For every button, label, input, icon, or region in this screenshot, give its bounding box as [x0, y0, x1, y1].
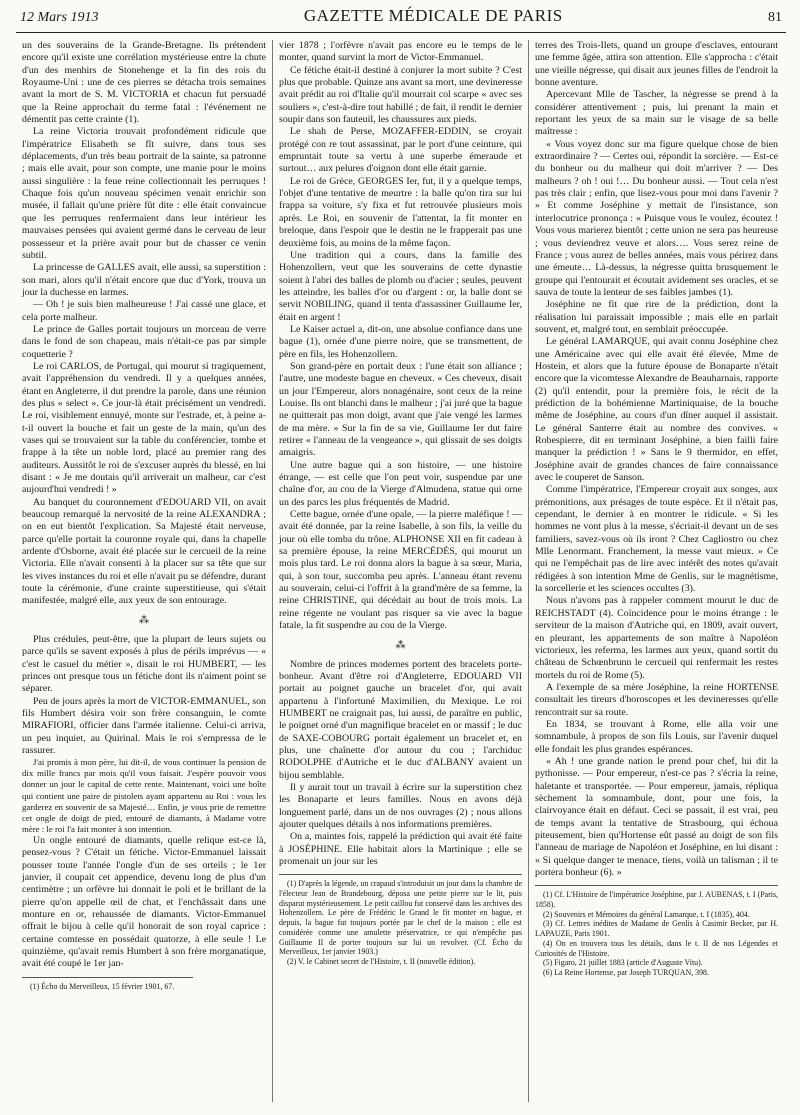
issue-date: 12 Mars 1913 — [20, 10, 99, 25]
paragraph: On a, maintes fois, rappelé la prédiction qui avait été faite à JOSÉPHINE. Elle habitait alors la Martinique ; elle se promenait un jour sur les — [279, 831, 522, 867]
footnote: (4) On en trouvera tous les détails, dans le t. II de nos Légendes et Curiosités de l'Histoire. — [535, 938, 778, 958]
paragraph: La reine Victoria trouvait profondément ridicule que l'impératrice Elisabeth se fît suivre, dans tous ses déplacements, d'un très beau portrait de la sainte, sa patronne ; mais elle avait, pour son compte, une manie pour le moins aussi singulière : la feue reine collectionnait les perruques ! Chaque fois qu'un nouveau spécimen venait enrichir son musée, il fallait qu'une prière fût dite : elle était convaincue que les perruques renfermaient dans leur intérieur les mauvaises pensées qui avaient germé dans le cerveau de leur possesseur et la prière avait pour but de chasser ce venin subtil. — [22, 126, 266, 261]
paragraph: Le roi CARLOS, de Portugal, qui mourut si tragiquement, avait l'appréhension du vendredi. Il y a quelques années, étant en Angleterre, il dut prendre la parole, dans une réunion des plus « select ». Ce jour-là était précisément un vendredi. Le roi, visiblement ennuyé, monte sur l'estrade, et, à peine a-t-il ouvert la bouche et fait un geste de la main, qu'un des vases qui se trouvaient sur la table du conférencier, tombe et frappe à la tête un noble lord, placé au premier rang des auditeurs. Aussitôt le roi de s'excuser auprès du blessé, en lui disant : « Je me doutais qu'il arriverait un malheur, car c'est aujourd'hui vendredi ! » — [22, 360, 266, 496]
paragraph: Comme l'impératrice, l'Empereur croyait aux songes, aux prémonitions, aux présages de toute espèce. Et il n'était pas, cependant, le dernier à en montrer le ridicule. « Si les hommes ne vont plus à la messe, s'écriait-il devant un de ses familiers, savez-vous où ils iront ? Chez Cagliostro ou chez Mlle Lenormant. Franchement, la messe vaut mieux. » Ce qui ne l'empêchait pas de lire avec intérêt des notes qu'avait rédigées à son intention Mme de Genlis, sur le magnétisme, la sorcellerie et les sciences occultes (3). — [535, 484, 778, 595]
publication-title: GAZETTE MÉDICALE DE PARIS — [303, 6, 563, 25]
column-1 — [16, 40, 272, 1102]
paragraph: — Oh ! je suis bien malheureuse ! J'ai cassé une glace, et cela porte malheur. — [22, 299, 266, 323]
paragraph: Au banquet du couronnement d'EDOUARD VII, on avait beaucoup remarqué la nervosité de la reine ALEXANDRA ; on en eut bientôt l'explication. Sa Majesté était nerveuse, parce qu'elle portait la couronne royale qui, dans la chapelle ardente d'Osborne, avait été placée sur le cercueil de la reine Victoria. Elle n'avait consenti à la placer sur sa tête que sur les vives instances du roi et elle n'avait pu se défendre, durant toute la cérémonie, d'une crainte superstitieuse, qui s'était manifestée, malgré elle, aux yeux de son entourage. — [22, 496, 266, 607]
paragraph: Le roi de Grèce, GEORGES Ier, fut, il y a quelque temps, l'objet d'une tentative de meurtre : la balle qu'on tira sur lui frappa sa voiture, s'y fixa et fut retrouvée plusieurs mois après. Le Roi, en souvenir de l'attentat, la fit monter en breloque, dans l'espoir que le destin ne le frapperait pas une deuxième fois, au moins de la même façon. — [279, 175, 522, 249]
paragraph: Nombre de princes modernes portent des bracelets porte-bonheur. Avant d'être roi d'Angleterre, EDOUARD VII portait au poignet gauche un bracelet d'or, qui avait appartenu à l'infortuné Maximilien, du Mexique. Le roi HUMBERT ne craignait pas, lui aussi, de paraître en public, le poignet orné d'un magnifique bracelet en or massif ; le duc de SAXE-COBOURG portait également un bracelet et, en plus, une chaînette d'or autour du cou ; l'archiduc RODOLPHE d'Autriche et le duc d'ALBANY avaient un bijou semblable. — [279, 658, 522, 781]
newspaper-page — [16, 6, 786, 1106]
page-number: 81 — [768, 10, 782, 25]
paragraph: Il y aurait tout un travail à écrire sur la superstition chez les Bonaparte et leurs familles. Nous en avons déjà longuement parlé, dans un de nos ouvrages (2) ; nous allons ajouter quelques détails à nos informations premières. — [279, 781, 522, 830]
page-header — [16, 6, 786, 33]
paragraph: Cette bague, ornée d'une opale, — la pierre maléfique ! — avait été donnée, par la reine Isabelle, à son fils, la veille du jour où elle tomba du trône. ALPHONSE XII en fit cadeau à sa première épouse, la reine MERCÉDÈS, qui mourut un mois plus tard. Le roi donna alors la bague à sa sœur, Maria, qui, à son tour, succomba peu après. L'anneau étant revenu au souverain, celui-ci l'offrit à la grand'mère de sa femme, la reine CHRISTINE, qui décédait au bout de trois mois. La reine régente ne voulant pas risquer sa vie avec la bague fatale, la fit suspendre au cou de la Vierge. — [279, 509, 522, 632]
footnote: (2) V. le Cabinet secret de l'Histoire, t. II (nouvelle édition). — [287, 956, 476, 966]
paragraph: terres des Trois-Ilets, quand un groupe d'esclaves, entourant une femme âgée, attira son attention. Elle s'approcha : c'était une vieille négresse, qui disait aux jeunes filles de l'endroit la bonne aventure. — [535, 40, 778, 89]
paragraph: La princesse de GALLES avait, elle aussi, sa superstition : son mari, alors qu'il n'était encore que duc d'York, trouva un jour la duchesse en larmes. — [22, 262, 266, 298]
footnotes — [279, 874, 522, 966]
paragraph: Le shah de Perse, MOZAFFER-EDDIN, se croyait protégé con re tout assassinat, par le port d'une ceinture, qui empruntait toute sa vertu à une superbe émeraude et surtout… aux pelures d'oignon dont elle était garnie. — [279, 126, 522, 175]
paragraph: Une tradition qui a cours, dans la famille des Hohenzollern, veut que les souverains de cette dynastie soient à l'abri des balles de plomb ou d'acier ; seules, peuvent les atteindre, les balles d'or ou d'argent : or, la balle dont se servit NOBILING, quand il tenta d'assassiner Guillaume Ier, était en argent ! — [279, 249, 522, 323]
footnote: (3) Cf. Lettres inédites de Madame de Genlis à Casimir Becker, par H. LAPAUZE, Paris 1901. — [535, 919, 778, 939]
article-columns — [16, 40, 786, 1102]
column-3 — [528, 40, 784, 1102]
paragraph: Le prince de Galles portait toujours un morceau de verre dans le fond de son chapeau, mais n'était-ce pas par simple coquetterie ? — [22, 323, 266, 360]
paragraph: Un ongle entouré de diamants, quelle relique est-ce là, pensez-vous ? C'était un fétiche. Victor-Emmanuel laissait pousser toute l'année l'ongle d'un de ses orteils ; le 1er janvier, il coupait cet appendice, devenu long de plus d'un centimètre ; un orfèvre lui donnait le poli et le brillant de la pierre qu'on appelle œil de chat, et l'enchâssait dans une monture en or, rehaussée de diamants. Victor-Emmanuel offrait le bijou à celle qu'il honorait de son royal caprice : certaine comtesse en possédait quatorze, à elle seule ! Le quinzième, qu'avait remis Humbert à son frère morganatique, avait été coupé le 1er jan- — [22, 834, 266, 970]
paragraph: Joséphine ne fit que rire de la prédiction, dont la réalisation lui paraissait impossible ; mais elle en parlait souvent, et, malgré tout, en semblait préoccupée. — [535, 299, 778, 335]
footnote: (1) D'après la légende, un crapaud s'introduisit un jour dans la chambre de l'électeur Jean de Brandebourg, déposa une petite pierre sur le lit, puis disparut mystérieusement. Le petit caillou fut conservé dans les archives des Hohenzollern. Le père de Frédéric le Grand le fit monter en bague, et depuis, la bague fut toujours portée par le chef de la maison ; elle est considérée comme une amulette préservatrice, ce qui n'empêche pas Guillaume II de porter toujours sur lui un revolver. (Cf. Écho du Merveilleux, 1er janvier 1903.) — [279, 879, 522, 957]
paragraph: un des souverains de la Grande-Bretagne. Ils prétendent encore qu'il existe une corrélation mystérieuse entre la chute d'un des menhirs de Stonehenge et la fin des rois du Royaume-Uni : une de ces pierres se détacha trois semaines avant la mort de S. M. VICTORIA et chacun fut persuadé que la Reine approchait du terme fatal : l'événement ne démentit pas cette crainte (1). — [22, 40, 266, 126]
paragraph: Le Kaiser actuel a, dit-on, une absolue confiance dans une bague (1), ornée d'une pierre noire, que se transmettent, de père en fils, les Hohenzollern. — [279, 323, 522, 360]
footnote: (2) Souvenirs et Mémoires du général Lamarque, t. I (1835), 404. — [543, 909, 750, 919]
paragraph: Son grand-père en portait deux : l'une était son alliance ; l'autre, une modeste bague en cheveux. « Ces cheveux, disait un jour l'Empereur, alors nonagénaire, sont ceux de la reine Louise. Ils ont blanchi dans le malheur ; j'ai juré que la bague ne quitterait pas mon doigt, avant que j'aie vengé les larmes de ma mère. » Sur la fin de sa vie, Guillaume Ier dut faire retirer « l'anneau de la vengeance », qui glissait de ses doigts amaigris. — [279, 360, 522, 459]
footnote: (5) Figaro, 21 juillet 1883 (article d'Auguste Vitu). — [543, 958, 703, 968]
paragraph: A l'exemple de sa mère Joséphine, la reine HORTENSE consultait les tireurs d'horoscopes et les devineresses qu'elle rencontrait sur sa route. — [535, 681, 778, 718]
footnote: (1) Cf. L'Histoire de l'impératrice Joséphine, par J. AUBENAS, t. I (Paris, 1858). — [535, 890, 778, 910]
paragraph: Apercevant Mlle de Tascher, la négresse se prend à la considérer attentivement ; puis, lui prenant la main et reportant les yeux de sa main sur le visage de sa belle maîtresse : — [535, 89, 778, 138]
quoted-speech: J'ai promis à mon père, lui dit-il, de vous continuer la pension de dix mille francs par mois qu'il vous faisait. J'espère pouvoir vous donner un jour le capital de cette rente. Maintenant, voici une boîte qui contient une paire de pistolets ayant appartenu au Roi : vous les garderez en souvenir de sa Majesté… Enfin, je vous prie de remettre cet ongle de doigt de pied, entouré de diamants, à Madame votre mère : le roi l'a fait monter à son intention. — [22, 757, 266, 834]
paragraph: Nous n'avons pas à rappeler comment mourut le duc de REICHSTADT (4). Coïncidence pour le moins étrange : le serviteur de la maison d'Autriche qui, en 1809, avait ouvert, en pleurant, les appartements de son maître à Napoléon victorieux, les referma, les larmes aux yeux, quand sortit du château de Schœnbrunn le cercueil qui renfermait les restes mortels du roi de Rome (5). — [535, 595, 778, 681]
column-2 — [272, 40, 528, 1102]
footnotes — [535, 885, 778, 977]
section-separator: ⁂ — [139, 614, 149, 626]
footnote: (1) Écho du Merveilleux, 15 février 1901, 67. — [30, 981, 175, 991]
paragraph: Peu de jours après la mort de VICTOR-EMMANUEL, son fils Humbert désira voir son frère consanguin, le comte MIRAFIORI, officier dans l'armée italienne. Celui-ci arriva, un peu inquiet, au Quirinal. Mais le roi s'empressa de le rassurer. — [22, 695, 266, 756]
paragraph: Ce fétiche était-il destiné à conjurer la mort subite ? C'est plus que probable. Quinze ans avant sa mort, une devineresse avait prédit au roi d'Italie qu'il mourrait col scarpe « avec ses souliers », c'est-à-dire tout habillé ; de fait, il rendit le dernier soupir dans son fauteuil, les chaussures aux pieds. — [279, 64, 522, 126]
section-separator: ⁂ — [395, 639, 406, 651]
paragraph: Une autre bague qui a son histoire, — une histoire étrange, — est celle que l'on peut voir, suspendue par une chaîne d'or, au cou de la Vierge d'Almudena, statue qui orne un des parcs les plus fréquentés de Madrid. — [279, 459, 522, 508]
paragraph: « Vous voyez donc sur ma figure quelque chose de bien extraordinaire ? — Certes oui, répondit la sorcière. — Est-ce du bonheur ou du malheur qui doit m'arriver ? — Des malheurs ? oh ! oui !… Du bonheur aussi. — Tout cela n'est pas très clair ; enfin, que lisez-vous pour moi dans l'avenir ? » Et comme Joséphine y mettait de l'insistance, son interlocutrice prononça : « Puisque vous le voulez, écoutez ! Vous vous marierez bientôt ; cette union ne sera pas heureuse ; vous deviendrez veuve et alors…. Vous serez reine de France ; vous aurez de belles années, mais vous périrez dans une émeute… Là-dessus, la négresse quitta brusquement le groupe qui l'entourait et écoutait avidement ses oracles, et se sauva de toute la lenteur de ses faibles jambes (1). — [535, 138, 778, 298]
paragraph: « Ah ! une grande nation le prend pour chef, lui dit la pythonisse. — Pour empereur, n'est-ce pas ? s'écria la reine, haletante et transportée. — Pour empereur, jamais, répliqua sèchement la somnambule, dont, pour une fois, la clairvoyance était en défaut. Ceci se passait, il est vrai, peu de temps avant la tentative de Strasbourg, qui échoua piteusement, bien qu'Hortense eût passé au doigt de son fils l'anneau de mariage de Napoléon et Joséphine, en lui disant : « Si quelque danger te menace, tiens, voilà un talisman ; il te portera bonheur (6). » — [535, 755, 778, 879]
paragraph: Le général LAMARQUE, qui avait connu Joséphine chez une Américaine avec qui elle avait été élevée, Mme de Hostein, et alors que la future épouse de Bonaparte n'était encore que la vicomtesse Alexandre de Beauharnais, rapporte (2) qu'il entendit, pour la première fois, le récit de la prédiction de la bohémienne Martiniquaise, de la bouche même de Joséphine, au cours d'un dîner auquel il assistait. Le général Santerre était au nombre des convives. « Robespierre, dit en terminant Joséphine, a bien failli faire manquer la prédiction ! » Sans le 9 thermidor, en effet, Joséphine avait de grandes chances de faire connaissance avec le couperet de Sanson. — [535, 336, 778, 484]
paragraph: Plus crédules, peut-être, que la plupart de leurs sujets ou parce qu'ils se savent exposés à plus de périls imprévus — « c'est le casuel du métier », disait le roi HUMBERT, — les princes ont presque tous un fétiche dont ils n'aiment point se séparer. — [22, 633, 266, 695]
paragraph: vier 1878 ; l'orfèvre n'avait pas encore eu le temps de le monter, quand survint la mort de Victor-Emmanuel. — [279, 40, 522, 64]
footnote: (6) La Reine Hortense, par Joseph TURQUAN, 398. — [543, 968, 709, 977]
paragraph: En 1834, se trouvant à Rome, elle alla voir une somnambule, à propos de son fils Louis, sur l'avenir duquel elle fondait les plus grandes espérances. — [535, 718, 778, 755]
footnotes — [22, 977, 193, 992]
